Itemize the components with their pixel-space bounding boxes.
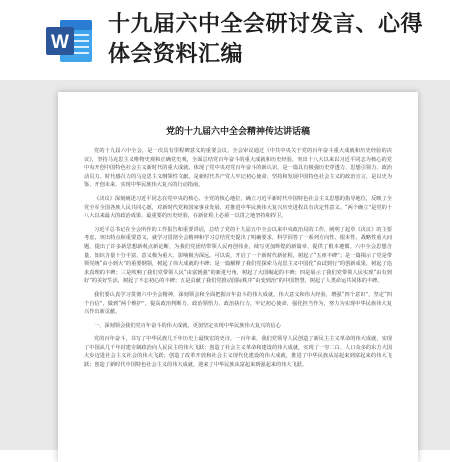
page-title: 十九届六中全会研讨发言、心得体会资料汇编	[108, 12, 424, 67]
document-paragraph: 党的十九届六中全会，是一次具有里程碑意义的重要会议。全会审议通过《中共中央关于党的百年奋斗重大成就和历史经验的决议》，坚持马克思主义唯物史观和正确党史观，全面总结党百年奋斗的重大成就和历史经验，突出十八大以来以习近平同志为核心的党中央开创中国特色社会主义新时代的重大成就，体现了党中央对党百年奋斗的新认识，是一篇具有极强历史穿透力、思想引领力、政治动员力、时代感召力的马克思主义纲领性文献。是新时代共产党人牢记初心使命、坚持和发展中国特色社会主义的政治宣言，是以史为鉴、开创未来、实现中华民族伟大复兴的行动指南。	[84, 148, 392, 189]
document-paragraph: 党的百年奋斗，书写了中华民族几千年历史上最恢宏的史诗。一百年来，我们党领导人民创造了新民主主义革命的伟大成就，实现了中国从几千年封建专制政治向人民民主的伟大飞跃；创造了社会主义革命和建设的伟大成就，实现了一穷二白、人口众多的东方大国大步迈进社会主义社会的伟大飞跃；创造了改革开放和社会主义现代化建设的伟大成就，推进了中华民族从站起来到富起来的伟大飞跃；创造了新时代中国特色社会主义的伟大成就，迎来了中华民族从富起来到强起来的伟大飞跃。	[84, 336, 392, 369]
document-section-heading: 一、深刻领会我们党百年奋斗的伟大成就，更加坚定实现中华民族伟大复兴的信心	[94, 322, 281, 329]
word-letter: W	[51, 32, 69, 53]
document-page[interactable]	[58, 92, 418, 462]
header	[0, 0, 450, 80]
word-document-icon	[44, 18, 94, 64]
document-paragraph: 习近平总书记在全会所作的工作报告和重要讲话，总结了党的十九届五中全会以来中央政治局的工作，阐明了起草《决议》的主要考虑，突出特点和重要意义，就学习贯彻全会精神和学习总结党史提出了明确要求，科学回答了一系列方向性、根本性、战略性重大问题，提出了许多新思想新观点新论断，为我们党团结带领人民再创伟业，续写更加辉煌的新篇章，提供了根本遵循。六中全会思想含量、知识含量十分丰富，意义极为重大、影响极为深远。可以说，开启了一个新时代新征程，树起了“五座丰碑”；是一篇揭示了党是带领党统“由小到大”的重要纲领，树起了伟大成就的丰碑；是一篇解释了我们党探索马克思主义中国化“由试到行”的创新成果，树起了追求真理的丰碑；三是吹响了我们党带领人民“由富到强”的新进号角，树起了大国崛起的丰碑；四是展示了我们党带领人民实现“由有到好”的美好生活，树起了不忘初心的丰碑；五是贡献了我们党推动国际秩序“由变到治”的中国智慧，树起了人类命运共同体的丰碑。	[84, 226, 392, 285]
document-paragraph: 《决议》深刻阐述习近平同志在党中央的核心、全党的核心地位，确立习近平新时代中国特色社会主义思想的指导地位，反映了全党全军全国各族人民共同心愿，对新时代党和国家事业发展、对推进中华民族伟大复兴历史进程具有决定性意义。“两个确立”是党的十八大以来最大的政治成果、最重要的历史经验，在新征程上必须一以贯之地坚持和捍卫。	[84, 195, 392, 220]
document-paragraph: 我们要认真学习贯彻六中全会精神，深刻领会和全面把握百年奋斗的伟大成就，伟大意义和伟大经验，增强“四个意识”，坚定“四个自信”，做到“两个维护”，提高政治判断力、政治领悟力、政治执行力，牢记初心使命，强化担当作为，努力为实现中华民族伟大复兴作出新贡献。	[84, 291, 392, 316]
document-title: 党的十九届六中全会精神传达讲话稿	[165, 127, 310, 137]
